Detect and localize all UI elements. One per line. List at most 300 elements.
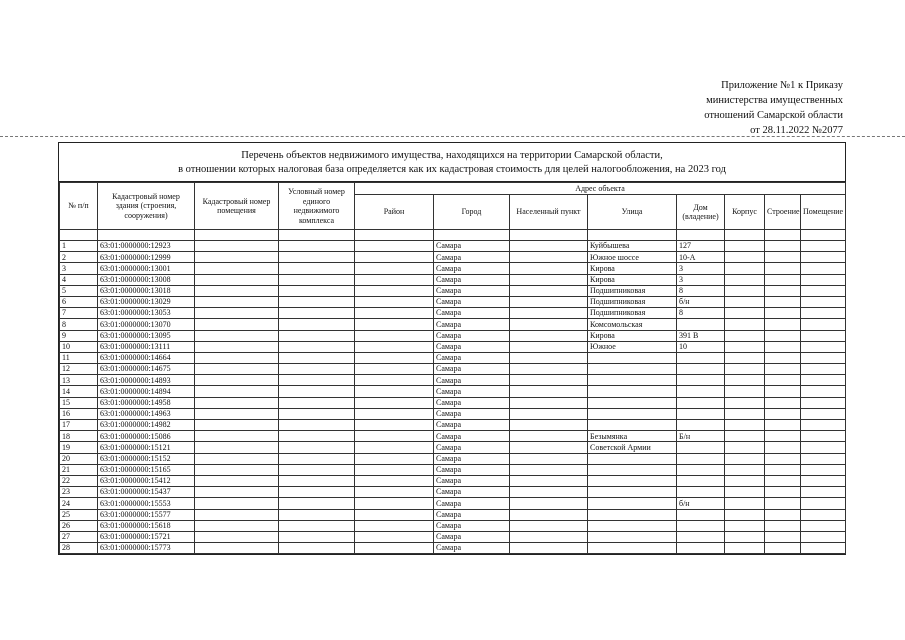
table-row xyxy=(60,364,846,375)
cell-city: Самара xyxy=(434,431,510,442)
cell-house xyxy=(677,386,725,397)
cell-empty xyxy=(355,341,434,352)
cell-house: 3 xyxy=(677,274,725,285)
cell-street xyxy=(588,531,677,542)
cell-city: Самара xyxy=(434,509,510,520)
col-room-header: Помещение xyxy=(801,195,846,230)
cell-empty xyxy=(725,509,765,520)
cell-empty xyxy=(279,375,355,386)
cell-empty xyxy=(725,442,765,453)
cell-city: Самара xyxy=(434,364,510,375)
cell-empty xyxy=(765,296,801,307)
cell-empty xyxy=(510,241,588,252)
cell-empty xyxy=(195,520,279,531)
cell-city: Самара xyxy=(434,274,510,285)
cell-empty xyxy=(765,341,801,352)
cell-empty xyxy=(510,408,588,419)
title-line-1: Перечень объектов недвижимого имущества, находящихся на территории Самарской области, xyxy=(241,150,663,161)
cell-house xyxy=(677,453,725,464)
cell-empty xyxy=(195,397,279,408)
cell-house xyxy=(677,464,725,475)
table-row xyxy=(60,274,846,285)
cell-house: 391 В xyxy=(677,330,725,341)
cell-empty xyxy=(195,308,279,319)
cell-empty xyxy=(355,475,434,486)
cell-empty xyxy=(801,252,846,263)
cell-empty xyxy=(725,285,765,296)
cell-empty xyxy=(195,442,279,453)
cell-city: Самара xyxy=(434,375,510,386)
document-sheet xyxy=(58,142,846,555)
cell-empty xyxy=(195,285,279,296)
cell-empty xyxy=(355,487,434,498)
cell-empty xyxy=(279,263,355,274)
property-table xyxy=(59,182,846,554)
cell-cad: 63:01:0000000:13111 xyxy=(98,341,195,352)
cell-empty xyxy=(355,397,434,408)
cell-empty xyxy=(765,241,801,252)
cell-empty xyxy=(725,386,765,397)
table-row xyxy=(60,509,846,520)
cell-empty xyxy=(279,274,355,285)
cell-empty xyxy=(725,520,765,531)
cell-empty xyxy=(801,375,846,386)
cell-empty xyxy=(195,386,279,397)
cell-city: Самара xyxy=(434,442,510,453)
cell-n: 22 xyxy=(60,475,98,486)
cell-cad: 63:01:0000000:14893 xyxy=(98,375,195,386)
table-row xyxy=(60,431,846,442)
table-row xyxy=(60,341,846,352)
cell-empty xyxy=(725,420,765,431)
cell-empty xyxy=(279,241,355,252)
cell-empty xyxy=(765,431,801,442)
cell-cad: 63:01:0000000:14675 xyxy=(98,364,195,375)
cell-empty xyxy=(510,543,588,554)
cell-empty xyxy=(801,543,846,554)
cell-street: Куйбышева xyxy=(588,241,677,252)
cell-city: Самара xyxy=(434,352,510,363)
cell-empty xyxy=(279,408,355,419)
cell-house xyxy=(677,487,725,498)
cell-empty xyxy=(801,531,846,542)
table-row xyxy=(60,285,846,296)
cell-empty xyxy=(195,464,279,475)
cell-empty xyxy=(510,520,588,531)
cell-house: б/н xyxy=(677,498,725,509)
cell-city: Самара xyxy=(434,241,510,252)
cell-empty xyxy=(510,352,588,363)
cell-empty xyxy=(510,464,588,475)
appendix-line-1: Приложение №1 к Приказу xyxy=(721,80,843,91)
cell-empty xyxy=(355,375,434,386)
cell-empty xyxy=(725,263,765,274)
cell-empty xyxy=(279,352,355,363)
cell-n: 28 xyxy=(60,543,98,554)
cell-empty xyxy=(279,431,355,442)
cell-empty xyxy=(279,531,355,542)
cell-empty xyxy=(801,520,846,531)
cell-empty xyxy=(510,285,588,296)
cell-empty xyxy=(355,531,434,542)
cell-empty xyxy=(195,241,279,252)
cell-empty xyxy=(725,531,765,542)
cell-cad: 63:01:0000000:15577 xyxy=(98,509,195,520)
cell-empty xyxy=(510,498,588,509)
cell-empty xyxy=(725,487,765,498)
cell-empty xyxy=(725,296,765,307)
cell-empty xyxy=(195,330,279,341)
cell-empty xyxy=(801,285,846,296)
cell-empty xyxy=(355,308,434,319)
cell-cad: 63:01:0000000:13001 xyxy=(98,263,195,274)
cell-house xyxy=(677,420,725,431)
col-korpus-header: Корпус xyxy=(725,195,765,230)
cell-n: 23 xyxy=(60,487,98,498)
cell-empty xyxy=(355,509,434,520)
cell-empty xyxy=(725,464,765,475)
cell-house xyxy=(677,408,725,419)
table-row xyxy=(60,531,846,542)
cell-cad: 63:01:0000000:14963 xyxy=(98,408,195,419)
cell-empty xyxy=(195,375,279,386)
cell-n: 27 xyxy=(60,531,98,542)
header-spacer-row xyxy=(60,230,846,241)
cell-empty xyxy=(195,498,279,509)
table-row xyxy=(60,330,846,341)
cell-empty xyxy=(279,364,355,375)
cell-empty xyxy=(355,420,434,431)
cell-empty xyxy=(195,487,279,498)
cell-cad: 63:01:0000000:14664 xyxy=(98,352,195,363)
cell-house: Б/н xyxy=(677,431,725,442)
cell-empty xyxy=(801,352,846,363)
cell-empty xyxy=(510,531,588,542)
cell-cad: 63:01:0000000:15553 xyxy=(98,498,195,509)
cell-cad: 63:01:0000000:15152 xyxy=(98,453,195,464)
col-cad-room-header: Кадастровый номер помещения xyxy=(195,183,279,230)
cell-cad: 63:01:0000000:15721 xyxy=(98,531,195,542)
cell-empty xyxy=(801,386,846,397)
cell-empty xyxy=(279,543,355,554)
cell-empty xyxy=(195,296,279,307)
col-num-header: № п/п xyxy=(60,183,98,230)
cell-empty xyxy=(510,296,588,307)
cell-empty xyxy=(279,420,355,431)
table-body xyxy=(60,241,846,554)
cell-empty xyxy=(279,498,355,509)
table-row xyxy=(60,453,846,464)
cell-city: Самара xyxy=(434,319,510,330)
cell-empty xyxy=(195,431,279,442)
cell-city: Самара xyxy=(434,453,510,464)
cell-city: Самара xyxy=(434,386,510,397)
cell-empty xyxy=(725,274,765,285)
dashed-divider xyxy=(0,136,905,137)
cell-n: 20 xyxy=(60,453,98,464)
cell-empty xyxy=(279,464,355,475)
cell-empty xyxy=(765,397,801,408)
cell-n: 21 xyxy=(60,464,98,475)
cell-empty xyxy=(355,431,434,442)
cell-house: 10 xyxy=(677,341,725,352)
cell-empty xyxy=(765,475,801,486)
cell-street: Кирова xyxy=(588,263,677,274)
cell-house xyxy=(677,475,725,486)
table-row xyxy=(60,408,846,419)
cell-street xyxy=(588,520,677,531)
appendix-line-3: отношений Самарской области xyxy=(704,110,843,121)
cell-empty xyxy=(801,442,846,453)
cell-empty xyxy=(195,509,279,520)
cell-empty xyxy=(279,308,355,319)
cell-city: Самара xyxy=(434,408,510,419)
cell-empty xyxy=(355,520,434,531)
cell-cad: 63:01:0000000:15121 xyxy=(98,442,195,453)
cell-city: Самара xyxy=(434,420,510,431)
cell-cad: 63:01:0000000:13018 xyxy=(98,285,195,296)
cell-empty xyxy=(510,487,588,498)
cell-empty xyxy=(279,397,355,408)
cell-city: Самара xyxy=(434,397,510,408)
table-row xyxy=(60,420,846,431)
cell-empty xyxy=(725,375,765,386)
cell-street xyxy=(588,386,677,397)
col-settlement-header: Населенный пункт xyxy=(510,195,588,230)
cell-empty xyxy=(279,252,355,263)
cell-empty xyxy=(195,364,279,375)
cell-street: Кирова xyxy=(588,330,677,341)
cell-empty xyxy=(765,252,801,263)
cell-city: Самара xyxy=(434,330,510,341)
cell-empty xyxy=(355,330,434,341)
cell-empty xyxy=(355,252,434,263)
cell-empty xyxy=(765,420,801,431)
cell-empty xyxy=(279,442,355,453)
cell-street: Подшипниковая xyxy=(588,285,677,296)
cell-empty xyxy=(765,509,801,520)
cell-street xyxy=(588,397,677,408)
cell-n: 19 xyxy=(60,442,98,453)
cell-city: Самара xyxy=(434,296,510,307)
cell-empty xyxy=(801,464,846,475)
cell-empty xyxy=(801,397,846,408)
cell-cad: 63:01:0000000:15086 xyxy=(98,431,195,442)
col-cond-num-header: Условный номер единого недвижимого комплекса xyxy=(279,183,355,230)
cell-empty xyxy=(510,252,588,263)
cell-empty xyxy=(510,509,588,520)
cell-empty xyxy=(195,341,279,352)
cell-cad: 63:01:0000000:14894 xyxy=(98,386,195,397)
cell-empty xyxy=(801,453,846,464)
cell-cad: 63:01:0000000:12999 xyxy=(98,252,195,263)
cell-cad: 63:01:0000000:14982 xyxy=(98,420,195,431)
cell-cad: 63:01:0000000:15618 xyxy=(98,520,195,531)
cell-cad: 63:01:0000000:15437 xyxy=(98,487,195,498)
cell-street xyxy=(588,364,677,375)
cell-empty xyxy=(765,487,801,498)
cell-city: Самара xyxy=(434,252,510,263)
cell-empty xyxy=(765,319,801,330)
cell-street xyxy=(588,509,677,520)
cell-empty xyxy=(355,453,434,464)
cell-empty xyxy=(510,442,588,453)
cell-empty xyxy=(765,285,801,296)
cell-empty xyxy=(279,319,355,330)
cell-empty xyxy=(279,487,355,498)
cell-house: б/н xyxy=(677,296,725,307)
document-title xyxy=(59,143,845,182)
cell-house: 10-А xyxy=(677,252,725,263)
cell-n: 13 xyxy=(60,375,98,386)
cell-city: Самара xyxy=(434,475,510,486)
cell-empty xyxy=(510,453,588,464)
cell-empty xyxy=(801,308,846,319)
cell-empty xyxy=(725,352,765,363)
table-row xyxy=(60,442,846,453)
cell-empty xyxy=(801,487,846,498)
cell-street xyxy=(588,464,677,475)
cell-empty xyxy=(510,263,588,274)
cell-city: Самара xyxy=(434,531,510,542)
cell-n: 10 xyxy=(60,341,98,352)
cell-empty xyxy=(355,241,434,252)
appendix-line-2: министерства имущественных xyxy=(706,95,843,106)
cell-empty xyxy=(801,341,846,352)
cell-empty xyxy=(510,386,588,397)
cell-street xyxy=(588,475,677,486)
cell-empty xyxy=(765,453,801,464)
cell-empty xyxy=(355,464,434,475)
cell-empty xyxy=(355,386,434,397)
col-house-header: Дом (владение) xyxy=(677,195,725,230)
cell-empty xyxy=(279,520,355,531)
cell-empty xyxy=(510,475,588,486)
cell-empty xyxy=(725,241,765,252)
col-street-header: Улица xyxy=(588,195,677,230)
cell-empty xyxy=(195,531,279,542)
cell-house xyxy=(677,319,725,330)
cell-empty xyxy=(801,274,846,285)
cell-empty xyxy=(801,420,846,431)
cell-empty xyxy=(195,543,279,554)
table-row xyxy=(60,375,846,386)
cell-house: 127 xyxy=(677,241,725,252)
cell-n: 6 xyxy=(60,296,98,307)
col-cad-building-header: Кадастровый номер здания (строения, сооружения) xyxy=(98,183,195,230)
table-row xyxy=(60,520,846,531)
cell-empty xyxy=(725,364,765,375)
cell-empty xyxy=(355,263,434,274)
appendix-header xyxy=(643,78,843,138)
cell-cad: 63:01:0000000:13070 xyxy=(98,319,195,330)
cell-empty xyxy=(801,408,846,419)
table-row xyxy=(60,308,846,319)
table-header xyxy=(60,183,846,241)
cell-empty xyxy=(765,274,801,285)
cell-street xyxy=(588,487,677,498)
cell-empty xyxy=(195,319,279,330)
cell-empty xyxy=(355,442,434,453)
cell-empty xyxy=(725,431,765,442)
cell-empty xyxy=(355,352,434,363)
cell-empty xyxy=(765,531,801,542)
cell-cad: 63:01:0000000:15165 xyxy=(98,464,195,475)
cell-empty xyxy=(355,408,434,419)
cell-empty xyxy=(510,431,588,442)
cell-empty xyxy=(195,420,279,431)
cell-empty xyxy=(510,420,588,431)
cell-empty xyxy=(725,319,765,330)
cell-cad: 63:01:0000000:13053 xyxy=(98,308,195,319)
cell-empty xyxy=(279,453,355,464)
cell-house xyxy=(677,531,725,542)
table-row xyxy=(60,543,846,554)
cell-n: 2 xyxy=(60,252,98,263)
cell-empty xyxy=(195,252,279,263)
cell-empty xyxy=(801,319,846,330)
cell-cad: 63:01:0000000:13008 xyxy=(98,274,195,285)
cell-empty xyxy=(510,274,588,285)
cell-cad: 63:01:0000000:12923 xyxy=(98,241,195,252)
cell-empty xyxy=(279,341,355,352)
cell-n: 24 xyxy=(60,498,98,509)
cell-city: Самара xyxy=(434,341,510,352)
cell-house xyxy=(677,520,725,531)
cell-empty xyxy=(765,442,801,453)
cell-city: Самара xyxy=(434,464,510,475)
cell-empty xyxy=(765,352,801,363)
cell-n: 9 xyxy=(60,330,98,341)
cell-empty xyxy=(279,509,355,520)
cell-empty xyxy=(195,408,279,419)
cell-empty xyxy=(801,296,846,307)
cell-house xyxy=(677,397,725,408)
cell-cad: 63:01:0000000:15412 xyxy=(98,475,195,486)
cell-n: 25 xyxy=(60,509,98,520)
cell-empty xyxy=(801,241,846,252)
cell-street xyxy=(588,420,677,431)
cell-empty xyxy=(801,475,846,486)
table-row xyxy=(60,397,846,408)
cell-empty xyxy=(510,397,588,408)
cell-empty xyxy=(279,475,355,486)
cell-street: Южное шоссе xyxy=(588,252,677,263)
cell-empty xyxy=(725,341,765,352)
cell-empty xyxy=(801,364,846,375)
cell-empty xyxy=(725,330,765,341)
cell-n: 14 xyxy=(60,386,98,397)
cell-city: Самара xyxy=(434,520,510,531)
cell-house xyxy=(677,442,725,453)
cell-n: 18 xyxy=(60,431,98,442)
cell-street: Подшипниковая xyxy=(588,296,677,307)
cell-empty xyxy=(801,498,846,509)
cell-empty xyxy=(765,263,801,274)
cell-empty xyxy=(510,319,588,330)
cell-city: Самара xyxy=(434,498,510,509)
cell-empty xyxy=(765,543,801,554)
table-row xyxy=(60,498,846,509)
cell-street xyxy=(588,375,677,386)
cell-n: 1 xyxy=(60,241,98,252)
cell-empty xyxy=(725,308,765,319)
title-line-2: в отношении которых налоговая база определяется как их кадастровая стоимость для целей налогообложения, на 2023 год xyxy=(178,164,726,175)
cell-n: 16 xyxy=(60,408,98,419)
cell-empty xyxy=(510,364,588,375)
cell-house xyxy=(677,509,725,520)
cell-empty xyxy=(355,296,434,307)
